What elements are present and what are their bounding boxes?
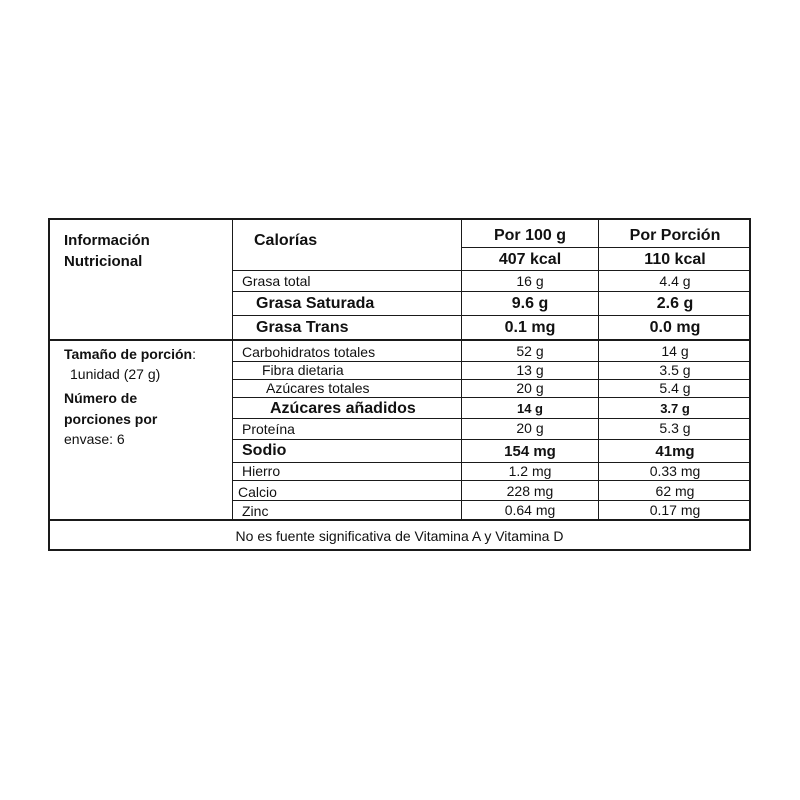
- nutrient-value-per-portion: 14 g: [661, 343, 689, 359]
- row-divider: [232, 439, 751, 440]
- nutrient-name: Hierro: [242, 463, 281, 479]
- nutrient-value-per-portion: 41mg: [655, 443, 695, 460]
- serving-size-label: Tamaño de porción:: [64, 346, 196, 362]
- nutrient-name: Zinc: [242, 503, 269, 519]
- nutrient-value-per-portion: 3.5 g: [659, 362, 691, 378]
- nutrient-value-per-100g: 0.1 mg: [504, 319, 556, 336]
- row-divider: [232, 418, 751, 419]
- nutrient-value-per-100g: 20 g: [516, 420, 544, 436]
- column-divider: [232, 220, 233, 519]
- row-divider: [232, 270, 751, 271]
- nutrient-value-per-portion: 5.4 g: [659, 380, 691, 396]
- nutrient-value-per-portion: 4.4 g: [659, 273, 691, 289]
- nutrient-value-per-100g: 13 g: [516, 362, 544, 378]
- nutrient-name: Fibra dietaria: [262, 362, 344, 378]
- servings-label-line2: porciones por: [64, 411, 158, 427]
- nutrient-value-per-100g: 52 g: [516, 343, 544, 359]
- nutrient-value-per-portion: 5.3 g: [659, 420, 691, 436]
- nutrient-value-per-portion: 3.7 g: [660, 401, 690, 416]
- nutrition-facts-table: [48, 218, 751, 551]
- nutrient-value-per-100g: 0.64 mg: [504, 502, 556, 518]
- nutrient-name: Proteína: [242, 421, 295, 437]
- nutrient-value-per-portion: 0.33 mg: [649, 463, 701, 479]
- nutrient-name: Grasa Trans: [256, 319, 349, 336]
- nutrient-name: Sodio: [242, 442, 287, 459]
- row-divider: [232, 480, 751, 481]
- column-header-per-portion: Por Porción: [629, 227, 721, 244]
- nutrient-value-per-100g: 154 mg: [504, 443, 556, 460]
- nutrient-value-per-100g: 9.6 g: [511, 295, 549, 312]
- nutrient-name: Azúcares añadidos: [270, 400, 416, 417]
- serving-size-value: 1unidad (27 g): [70, 366, 161, 382]
- nutrient-name: Grasa Saturada: [256, 295, 375, 312]
- nutrient-value-per-100g: 14 g: [516, 401, 543, 416]
- row-divider: [232, 500, 751, 501]
- nutrient-value-per-portion: 62 mg: [655, 483, 695, 499]
- kcal-per-100g: 407 kcal: [498, 251, 562, 268]
- row-divider: [232, 315, 751, 316]
- nutrient-name: Calcio: [238, 484, 277, 500]
- nutrient-value-per-portion: 0.17 mg: [649, 502, 701, 518]
- footer-note: No es fuente significativa de Vitamina A y Vitamina D: [235, 528, 564, 544]
- nutrient-value-per-100g: 228 mg: [506, 483, 554, 499]
- nutrient-name: Azúcares totales: [266, 380, 370, 396]
- row-divider: [232, 397, 751, 398]
- info-title-line2: Nutricional: [64, 253, 143, 270]
- footer-divider: [50, 519, 751, 521]
- section-divider: [50, 339, 751, 341]
- nutrient-name: Carbohidratos totales: [242, 344, 376, 360]
- calories-label: Calorías: [254, 232, 318, 249]
- nutrient-value-per-portion: 0.0 mg: [649, 319, 701, 336]
- nutrient-name: Grasa total: [242, 273, 311, 289]
- row-divider: [232, 291, 751, 292]
- servings-label-line1: Número de: [64, 390, 138, 406]
- info-title-line1: Información: [64, 232, 150, 249]
- nutrient-value-per-100g: 16 g: [516, 273, 544, 289]
- row-divider: [461, 247, 751, 248]
- nutrient-value-per-100g: 1.2 mg: [508, 463, 552, 479]
- kcal-per-portion: 110 kcal: [644, 251, 706, 268]
- nutrient-value-per-100g: 20 g: [516, 380, 544, 396]
- column-header-per-100g: Por 100 g: [493, 227, 567, 244]
- servings-per-container: envase: 6: [64, 431, 125, 447]
- nutrient-value-per-portion: 2.6 g: [656, 295, 694, 312]
